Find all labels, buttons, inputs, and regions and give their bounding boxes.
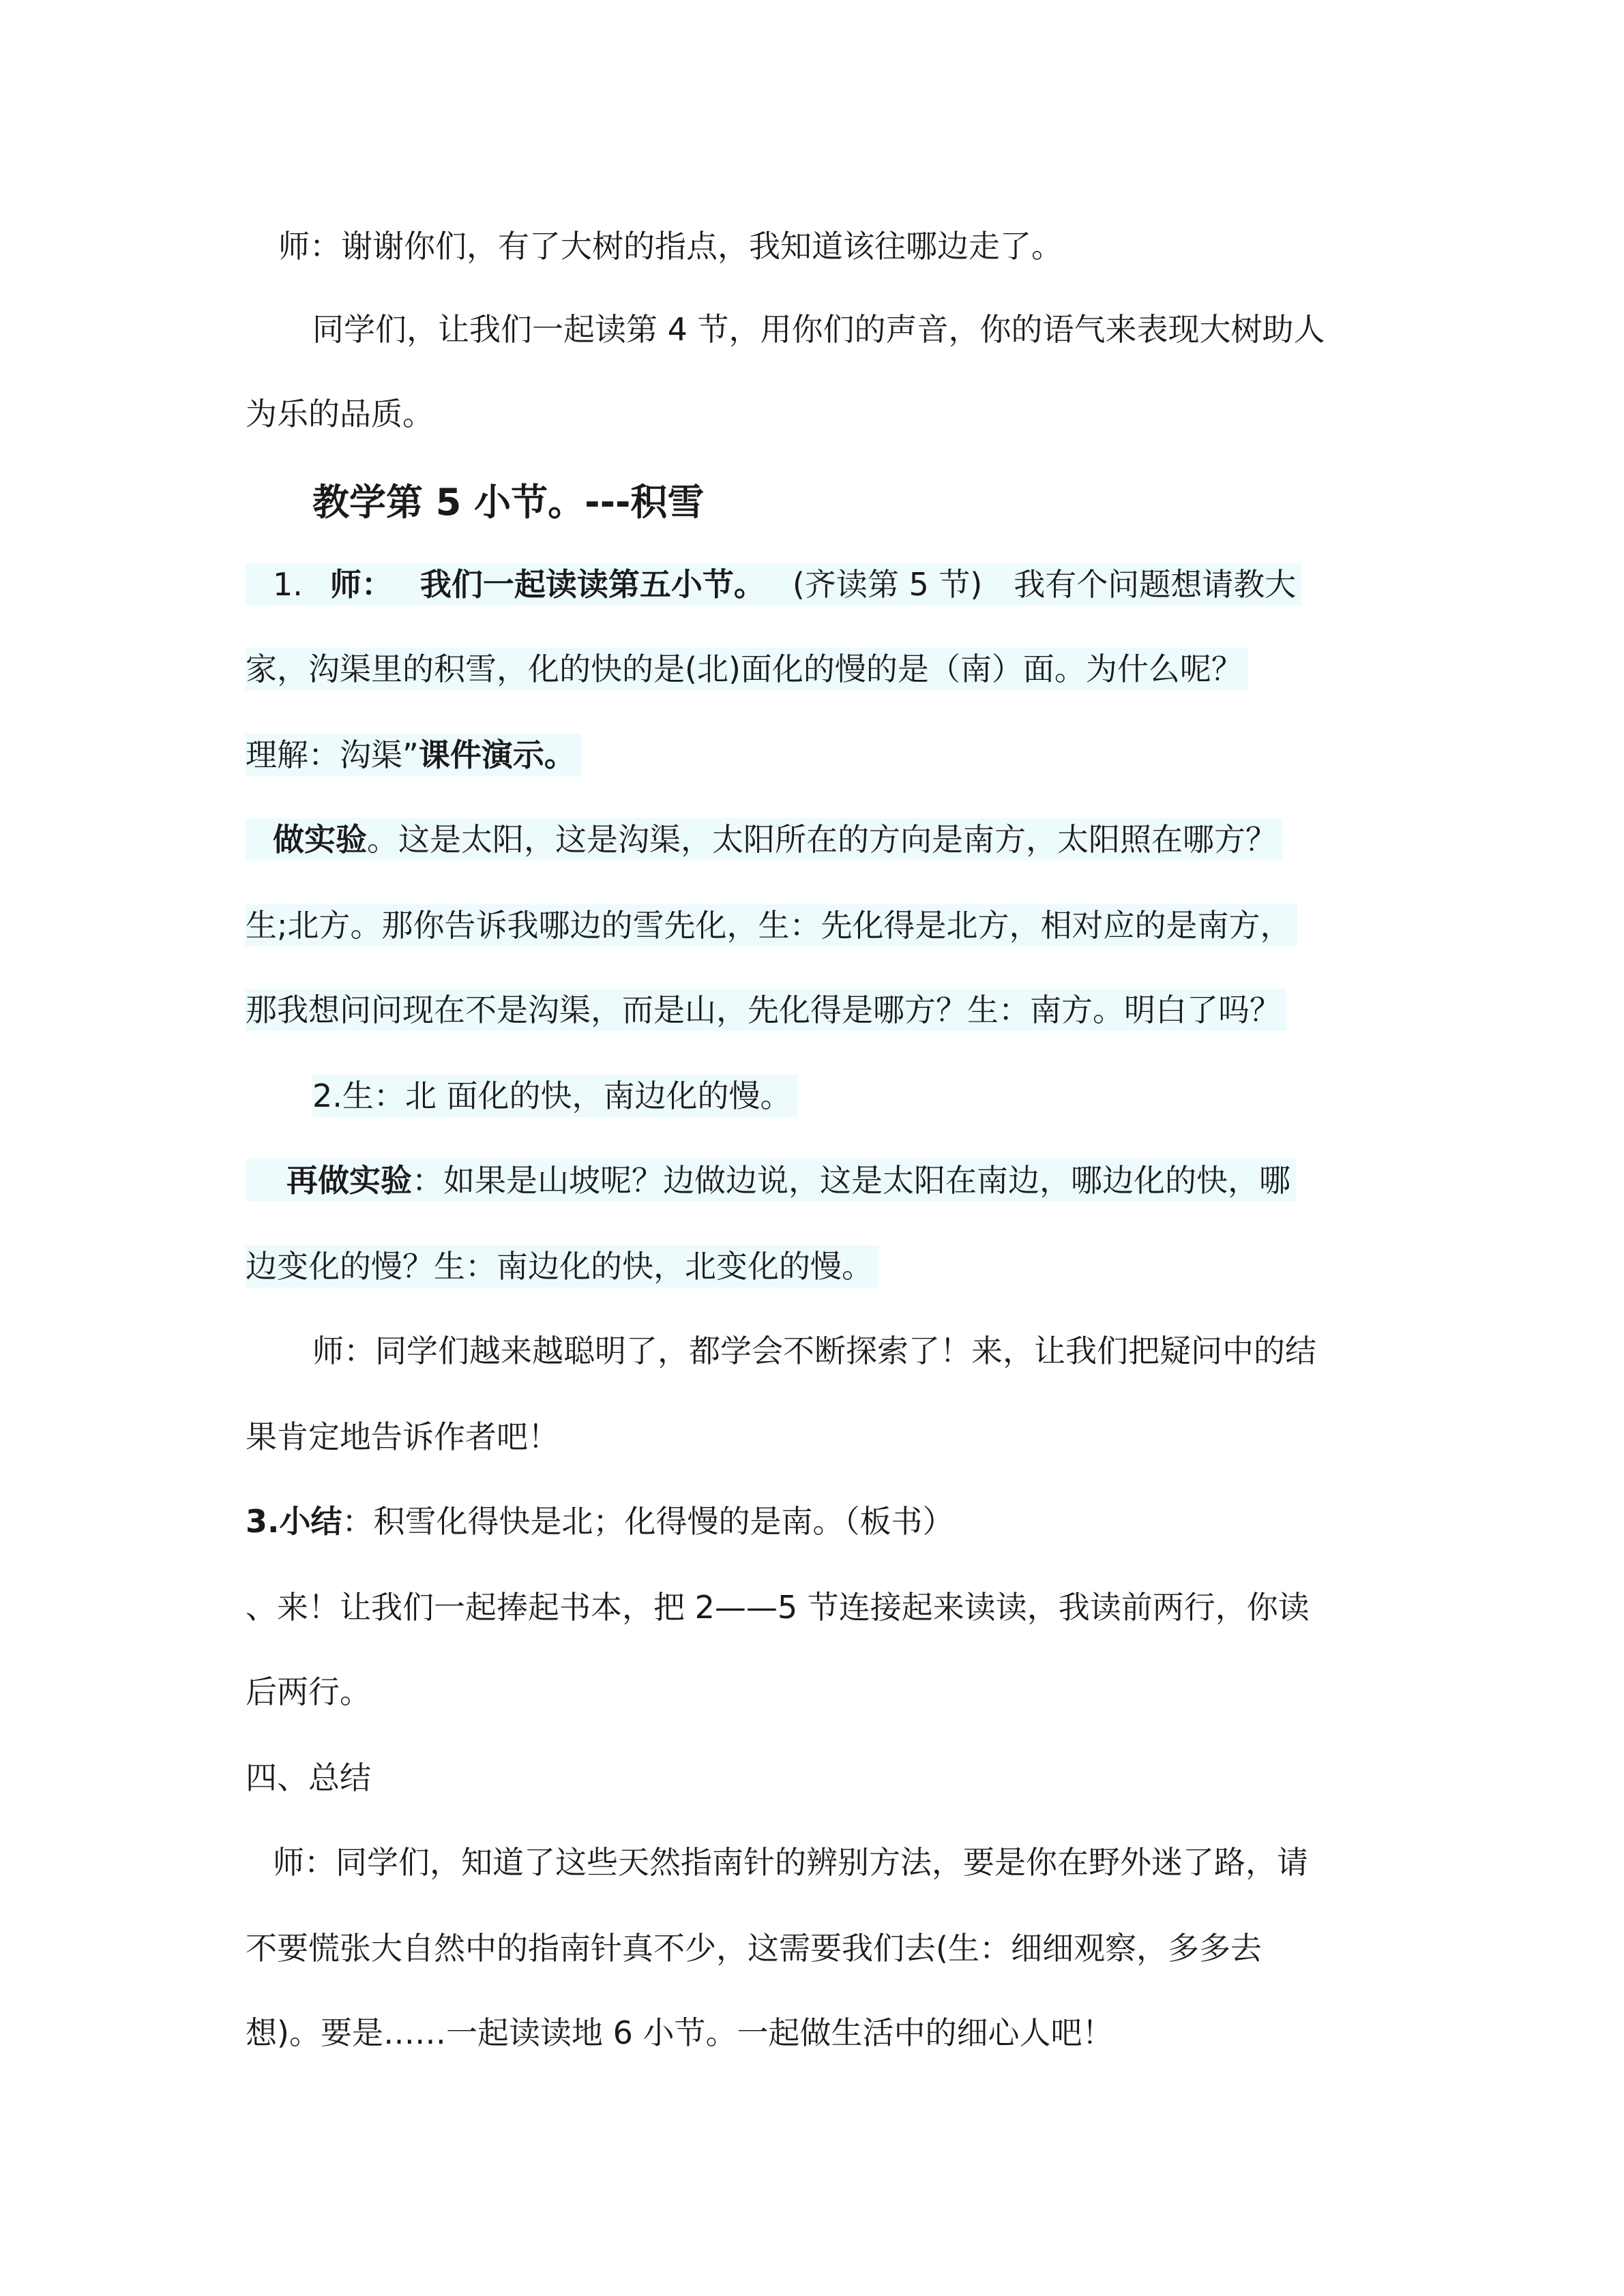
- conclusion-line-3: [246, 2012, 1113, 2054]
- paragraph-text: 不要慌张大自然中的指南针真不少，这需要我们去(生：细细观察，多多去: [246, 1930, 1262, 1967]
- step-number: 1.: [273, 566, 303, 603]
- bold-instruction: 我们一起读读第五小节。: [419, 566, 765, 603]
- paragraph-text: 。这是太阳，这是沟渠，太阳所在的方向是南方，太阳照在哪方？: [367, 821, 1277, 858]
- experiment2-line-2: [246, 1245, 879, 1287]
- paragraph-text: 后两行。: [246, 1673, 371, 1710]
- reading-line-1: [246, 1586, 1310, 1628]
- paragraph-text: 、来！让我们一起捧起书本，把 2——5 节连接起来读读，我读前两行，你读: [246, 1589, 1310, 1626]
- teacher-praise-line-1: [312, 1330, 1316, 1372]
- paragraph-text: 同学们，让我们一起读第 4 节，用你们的声音，你的语气来表现大树助人: [312, 311, 1325, 348]
- experiment1-line-1: [246, 818, 1282, 861]
- paragraph-text: 生;北方。那你告诉我哪边的雪先化，生：先化得是北方，相对应的是南方，: [246, 907, 1292, 944]
- step1-line-2: [246, 648, 1248, 690]
- paragraph-text: 家，沟渠里的积雪，化的快的是(北)面化的慢的是（南）面。为什么呢？: [246, 651, 1243, 687]
- conclusion-line-2: [246, 1927, 1262, 1969]
- heading-text: 教学第 5 小节。---积雪: [312, 481, 705, 524]
- section-four-title: [246, 1757, 371, 1799]
- experiment1-line-2: [246, 904, 1297, 946]
- conclusion-line-1: [273, 1841, 1308, 1883]
- paragraph-text: 边变化的慢？生：南边化的快，北变化的慢。: [246, 1248, 873, 1285]
- experiment1-line-3: [246, 989, 1286, 1031]
- summary-line: [246, 1500, 954, 1542]
- paragraph-text: 师：谢谢你们，有了大树的指点，我知道该往哪边走了。: [278, 228, 1063, 265]
- teacher-thanks-line: [278, 225, 1063, 267]
- paragraph-text: 果肯定地告诉作者吧！: [246, 1418, 559, 1455]
- experiment2-line-1: [246, 1159, 1296, 1202]
- bold-instruction: 课件演示。: [418, 736, 576, 773]
- step2-line: [312, 1075, 797, 1117]
- bold-instruction: 做实验: [273, 821, 367, 858]
- bold-instruction: 再做实验: [286, 1162, 412, 1199]
- paragraph-text: 2.生：北 面化的快，南边化的慢。: [312, 1077, 792, 1114]
- teacher-praise-line-2: [246, 1416, 559, 1458]
- paragraph-text: 师：同学们，知道了这些天然指南针的辨别方法，要是你在野外迷了路，请: [273, 1844, 1308, 1881]
- read-section4-line-1: [312, 308, 1325, 351]
- paragraph-text: 理解：沟渠”: [246, 736, 419, 773]
- paragraph-text: 为乐的品质。: [246, 396, 434, 432]
- paragraph-text: ：积雪化得快是北；化得慢的是南。（板书）: [342, 1503, 954, 1540]
- section-title: 四、总结: [246, 1759, 371, 1796]
- step1-line-3: [246, 734, 581, 776]
- paragraph-text: (齐读第 5 节) 我有个问题想请教大: [792, 566, 1297, 603]
- paragraph-text: 那我想问问现在不是沟渠，而是山，先化得是哪方？生：南方。明白了吗？: [246, 992, 1281, 1028]
- paragraph-text: 师：同学们越来越聪明了，都学会不断探索了！来，让我们把疑问中的结: [312, 1332, 1316, 1369]
- reading-line-2: [246, 1671, 371, 1713]
- step1-line-1: [246, 563, 1301, 606]
- bold-instruction: 3.小结: [246, 1503, 342, 1540]
- paragraph-text: 想)。要是……一起读读地 6 小节。一起做生活中的细心人吧！: [246, 2014, 1114, 2051]
- teacher-label: 师：: [329, 566, 393, 603]
- paragraph-text: ：如果是山坡呢？边做边说，这是太阳在南边，哪边化的快，哪: [412, 1162, 1290, 1199]
- read-section4-line-2: [246, 393, 434, 435]
- section-heading: [312, 477, 704, 528]
